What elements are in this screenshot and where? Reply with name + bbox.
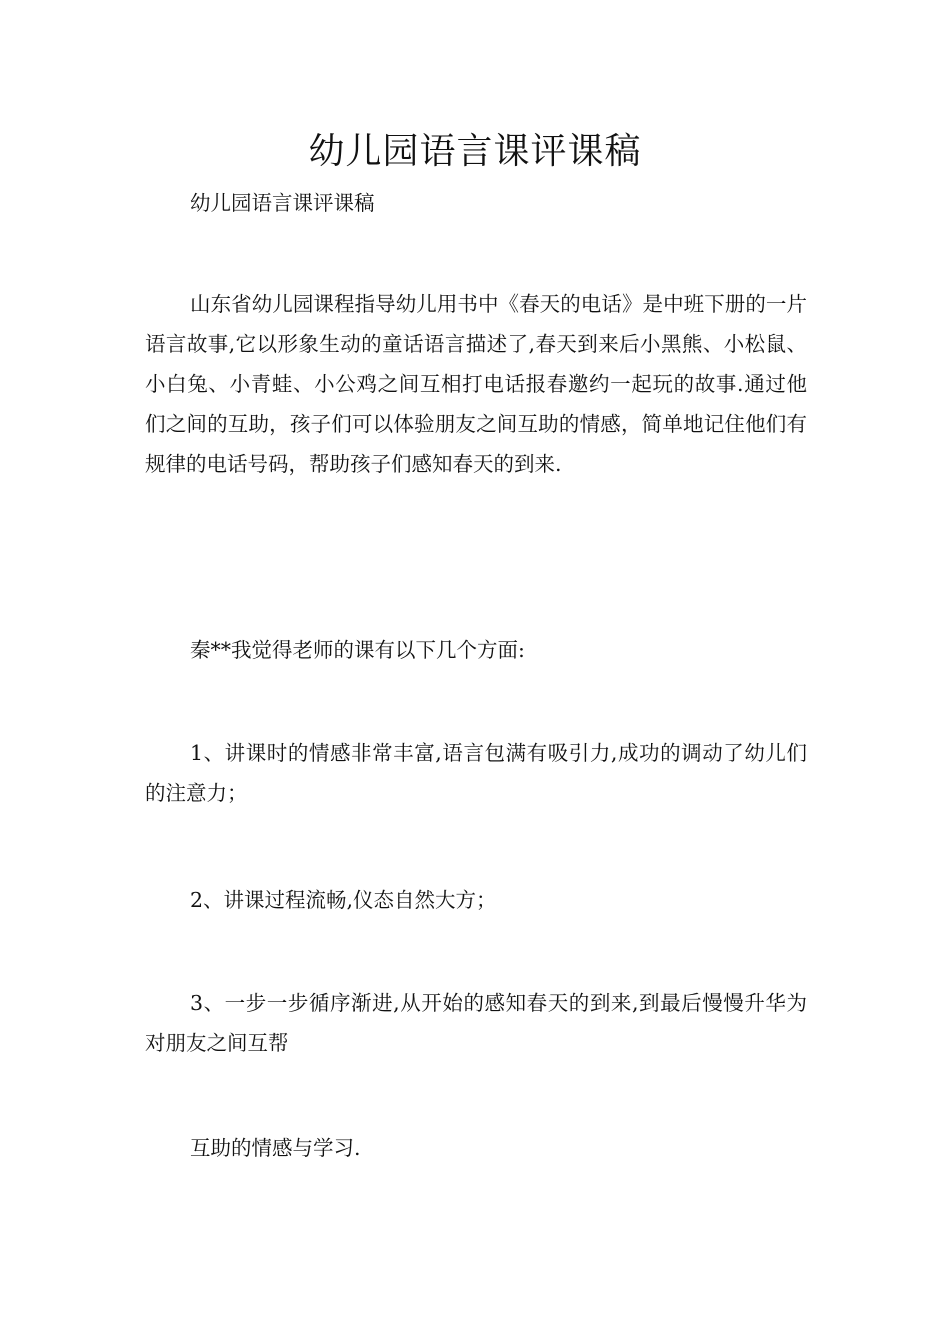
paragraph-intro: 山东省幼儿园课程指导幼儿用书中《春天的电话》是中班下册的一片语言故事,它以形象生动的童话语言描述了,春天到来后小黑熊、小松鼠、小白兔、小青蛙、小公鸡之间互相打电话报春邀约一起玩的故事.通过他们之间的互助，孩子们可以体验朋友之间互助的情感，简单地记住他们有规律的电话号码，帮助孩子们感知春天的到来. bbox=[145, 292, 807, 476]
document-subtitle: 幼儿园语言课评课稿 bbox=[190, 191, 375, 215]
paragraph-continuation: 互助的情感与学习. bbox=[190, 1136, 361, 1160]
paragraph-review-heading: 秦**我觉得老师的课有以下几个方面: bbox=[190, 638, 525, 662]
paragraph-point-2: 2、讲课过程流畅,仪态自然大方； bbox=[190, 888, 497, 912]
document-title: 幼儿园语言课评课稿 bbox=[308, 131, 642, 172]
paragraph-point-3: 3、一步一步循序渐进,从开始的感知春天的到来,到最后慢慢升华为对朋友之间互帮 bbox=[145, 991, 807, 1055]
paragraph-point-1: 1、讲课时的情感非常丰富,语言包满有吸引力,成功的调动了幼儿们的注意力； bbox=[145, 741, 807, 805]
